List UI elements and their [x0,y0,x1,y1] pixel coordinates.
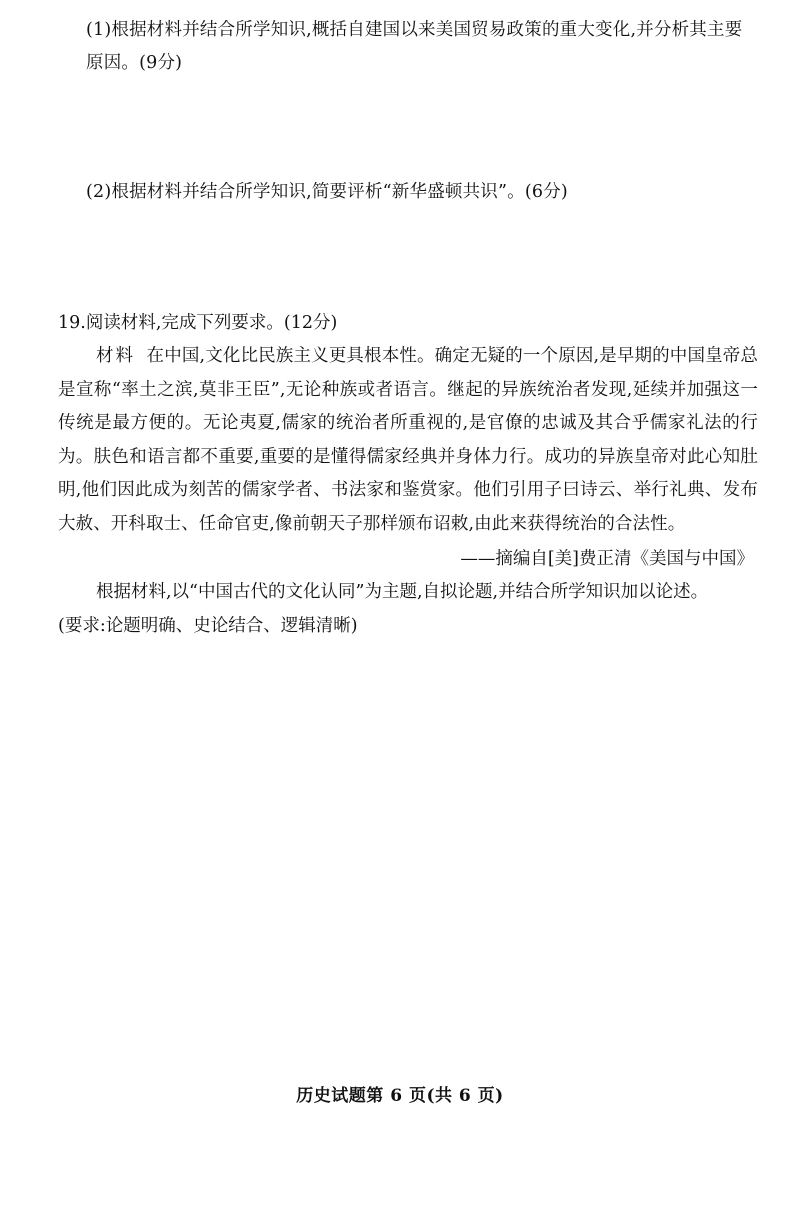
question-19-material [58,340,758,541]
question-19-task: 根据材料,以“中国古代的文化认同”为主题,自拟论题,并结合所学知识加以论述。 [96,582,709,602]
page-footer: 历史试题第 6 页(共 6 页) [296,1086,504,1106]
answer-space-1 [58,80,758,176]
answer-space-2 [58,209,758,301]
material-body: 在中国,文化比民族主义更具根本性。确定无疑的一个原因,是早期的中国皇帝总是宣称“率土之滨,莫非王臣”,无论种族或者语言。继起的异族统治者发现,延续并加强这一传统是最方便的。无论夷夏,儒家的统治者所重视的,是官僚的忠诚及其合乎儒家礼法的行为。肤色和语言都不重要,重要的是懂得儒家经典并身体力行。成功的异族皇帝对此心知肚明,他们因此成为刻苦的儒家学者、书法家和鉴赏家。他们引用子曰诗云、举行礼典、发布大赦、开科取士、任命官吏,像前朝天子那样颁布诏敕,由此来获得统治的合法性。 [58,346,759,534]
material-label: 材料 [96,346,136,366]
question-18-part-2 [58,176,758,209]
material-source: ——摘编自[美]费正清《美国与中国》 [460,549,754,569]
question-18-part-1 [58,14,758,80]
question-18-part-1-text: (1)根据材料并结合所学知识,概括自建国以来美国贸易政策的重大变化,并分析其主要原因。(9分) [86,20,743,73]
page-content [58,14,758,643]
question-18-part-2-text: (2)根据材料并结合所学知识,简要评析“新华盛顿共识”。(6分) [86,182,568,202]
question-19-heading: 19.阅读材料,完成下列要求。(12分) [58,313,338,333]
question-19-requirement: (要求:论题明确、史论结合、逻辑清晰) [58,615,358,636]
